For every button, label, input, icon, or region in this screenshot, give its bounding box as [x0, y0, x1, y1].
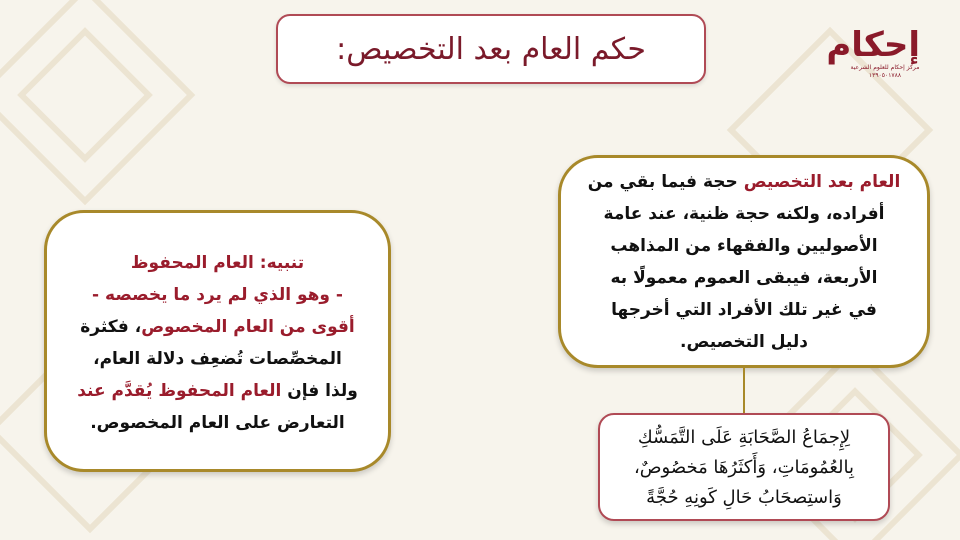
- note-line-3-red: أقوى من العام المخصوص: [141, 317, 355, 337]
- logo-subtitle: مركز إحكام للعلوم الشرعية: [850, 64, 920, 71]
- evidence-box: [598, 413, 890, 521]
- connector-line: [743, 366, 745, 414]
- evidence-line-1: لِإِجمَاعُ الصَّحَابَةِ عَلَى التَّمَسُّكِ: [637, 427, 851, 448]
- logo-number: ١٣٩٠٥٠١٧٨٨: [868, 72, 902, 79]
- main-line-5: في غير تلك الأفراد التي أخرجها: [611, 300, 877, 320]
- main-line-1-rest: حجة فيما بقي من: [587, 172, 744, 192]
- logo: [826, 25, 920, 96]
- page-title: حكم العام بعد التخصيص:: [336, 31, 646, 67]
- evidence-line-2: بِالعُمُومَاتِ، وَأَكثَرُهَا مَخصُوصٌ،: [633, 457, 855, 478]
- logo-word: إحكام: [826, 25, 920, 65]
- note-line-6: التعارض على العام المخصوص.: [90, 413, 345, 433]
- main-line-2: أفراده، ولكنه حجة ظنية، عند عامة: [603, 204, 885, 224]
- main-highlight: العام بعد التخصيص: [743, 172, 901, 192]
- main-line-4: الأربعة، فيبقى العموم معمولًا به: [610, 268, 878, 288]
- main-line-3: الأصوليين والفقهاء من المذاهب: [610, 236, 878, 256]
- note-line-5: [65, 375, 370, 407]
- main-line-1: [579, 166, 909, 198]
- note-line-2: - وهو الذي لم يرد ما يخصصه -: [92, 285, 343, 305]
- evidence-line-3: وَاستِصحَابُ حَالِ كَونِهِ حُجَّةً: [646, 487, 842, 508]
- note-title: تنبيه: العام المحفوظ: [130, 253, 305, 273]
- note-line-5-red: العام المحفوظ يُقدَّم عند: [77, 381, 282, 401]
- note-line-3-black: ، فكثرة: [80, 317, 142, 337]
- note-line-3: [65, 311, 370, 343]
- note-line-4: المخصِّصات تُضعِف دلالة العام،: [93, 349, 342, 369]
- main-line-6: دليل التخصيص.: [680, 332, 808, 352]
- note-line-5-black: ولذا فإن: [281, 381, 358, 401]
- title-box: [276, 14, 706, 84]
- main-rule-box: [558, 155, 930, 368]
- note-box: [44, 210, 391, 472]
